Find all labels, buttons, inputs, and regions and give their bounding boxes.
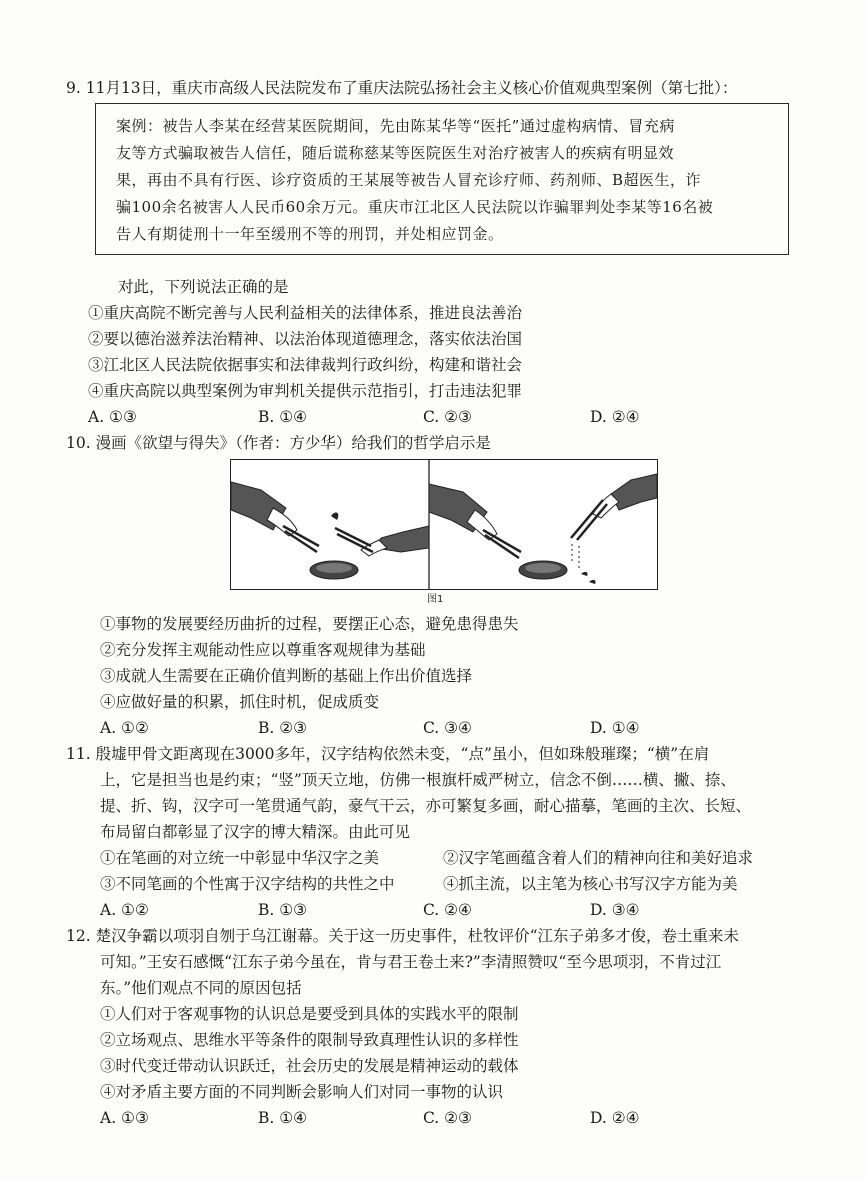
q12-option-d[interactable]: D. ②④ (590, 1109, 640, 1127)
q11-stem-line: 11. 殷墟甲骨文距离现在3000多年，汉字结构依然未变，“点”虽小，但如珠般璀璨；“横”在肩 (66, 745, 710, 763)
q9-case-line: 告人有期徒刑十一年至缓刑不等的刑罚，并处相应罚金。 (116, 225, 504, 243)
q10-stem: 10. 漫画《欲望与得失》（作者：方少华）给我们的哲学启示是 (66, 434, 491, 452)
q9-option-d[interactable]: D. ②④ (590, 408, 640, 426)
q9-case-line: 果，再由不具有行医、诊疗资质的王某展等被告人冒充诊疗师、药剂师、B超医生，诈 (116, 171, 702, 189)
q10-statement: ④应做好量的积累，抓住时机，促成质变 (100, 693, 380, 711)
q9-option-b[interactable]: B. ①④ (258, 408, 308, 426)
q11-statement: ④抓主流，以主笔为核心书写汉字方能为美 (443, 875, 738, 893)
q12-option-a[interactable]: A. ①③ (100, 1109, 149, 1127)
q10-statement: ③成就人生需要在正确价值判断的基础上作出价值选择 (100, 667, 473, 685)
q10-option-a[interactable]: A. ①② (100, 719, 149, 737)
q11-option-a[interactable]: A. ①② (100, 901, 149, 919)
q11-option-d[interactable]: D. ③④ (590, 901, 640, 919)
q10-option-d[interactable]: D. ①④ (590, 719, 640, 737)
q9-statement: ③江北区人民法院依据事实和法律裁判行政纠纷，构建和谐社会 (88, 356, 523, 374)
q12-stem-line: 12. 楚汉争霸以项羽自刎于乌江谢幕。关于这一历史事件，杜牧评价“江东子弟多才俊，卷土重来未 (66, 927, 740, 945)
q9-statement: ①重庆高院不断完善与人民利益相关的法律体系，推进良法善治 (88, 304, 523, 322)
q10-statement: ①事物的发展要经历曲折的过程，要摆正心态，避免患得患失 (100, 615, 519, 633)
q12-option-c[interactable]: C. ②③ (423, 1109, 472, 1127)
q9-option-a[interactable]: A. ①③ (88, 408, 137, 426)
q12-statement: ①人们对于客观事物的认识总是要受到具体的实践水平的限制 (100, 1005, 519, 1023)
q9-prompt: 对此，下列说法正确的是 (118, 278, 289, 296)
q12-statement: ④对矛盾主要方面的不同判断会影响人们对同一事物的认识 (100, 1083, 504, 1101)
q12-stem-line: 东。”他们观点不同的原因包括 (100, 979, 302, 997)
q10-statement: ②充分发挥主观能动性应以尊重客观规律为基础 (100, 641, 426, 659)
q12-stem-line: 可知。”王安石感慨“江东子弟今虽在，肯与君王卷土来?”李清照赞叹“至今思项羽，不肯过江 (100, 953, 722, 971)
q9-stem: 9. 11月13日，重庆市高级人民法院发布了重庆法院弘扬社会主义核心价值观典型案例（第七批）： (66, 79, 738, 97)
q12-statement: ③时代变迁带动认识跃迁，社会历史的发展是精神运动的载体 (100, 1057, 519, 1075)
q11-statement: ③不同笔画的个性寓于汉字结构的共性之中 (100, 875, 395, 893)
q11-stem-line: 上，它是担当也是约束；“竖”顶天立地，仿佛一根旗杆威严树立，信念不倒……横、撇、捺、 (100, 771, 736, 789)
q10-option-c[interactable]: C. ③④ (423, 719, 472, 737)
q9-option-c[interactable]: C. ②③ (423, 408, 472, 426)
q11-option-b[interactable]: B. ①③ (258, 901, 308, 919)
q12-statement: ②立场观点、思维水平等条件的限制导致真理性认识的多样性 (100, 1031, 519, 1049)
q11-stem-line: 布局留白都彰显了汉字的博大精深。由此可见 (100, 823, 411, 841)
q9-case-line: 案例：被告人李某在经营某医院期间，先由陈某华等“医托”通过虚构病情、冒充病 (116, 117, 675, 135)
q11-option-c[interactable]: C. ②④ (423, 901, 472, 919)
cartoon-figure (230, 459, 658, 590)
q12-option-b[interactable]: B. ①④ (258, 1109, 308, 1127)
q9-statement: ④重庆高院以典型案例为审判机关提供示范指引，打击违法犯罪 (88, 382, 523, 400)
q11-statement: ②汉字笔画蕴含着人们的精神向往和美好追求 (443, 849, 754, 867)
cartoon-illustration (231, 460, 657, 589)
q9-statement: ②要以德治滋养法治精神、以法治体现道德理念，落实依法治国 (88, 330, 523, 348)
q9-case-box (95, 103, 789, 255)
q11-statement: ①在笔画的对立统一中彰显中华汉字之美 (100, 849, 380, 867)
q11-stem-line: 提、折、钩，汉字可一笔贯通气韵，豪气干云，亦可繁复多画，耐心描摹，笔画的主次、长短、 (100, 797, 752, 815)
q9-case-line: 友等方式骗取被告人信任，随后谎称慈某等医院医生对治疗被害人的疾病有明显效 (116, 144, 675, 162)
q10-option-b[interactable]: B. ②③ (258, 719, 308, 737)
q9-case-line: 骗100余名被害人人民币60余万元。重庆市江北区人民法院以诈骗罪判处李某等16名被 (116, 198, 714, 216)
figure-caption: 图1 (427, 594, 444, 605)
